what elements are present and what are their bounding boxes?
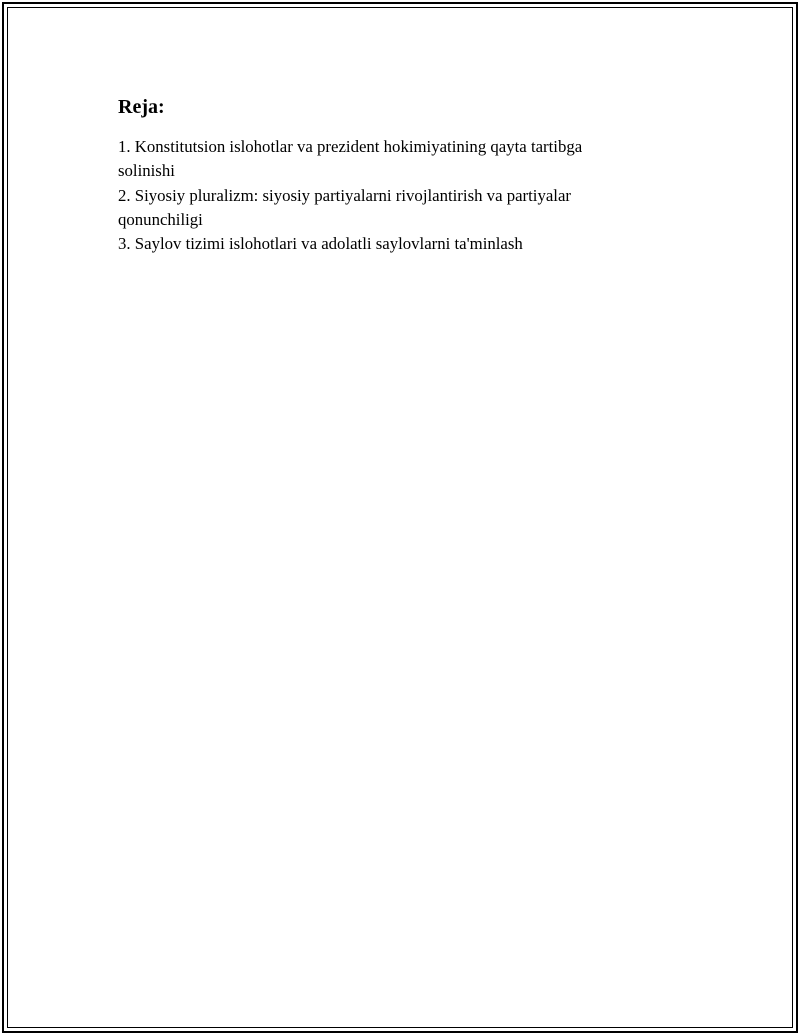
plan-list	[118, 135, 638, 256]
plan-item-3: 3. Saylov tizimi islohotlari va adolatli saylovlarni ta'minlash	[118, 234, 523, 254]
document-content	[118, 94, 638, 256]
plan-item-1: 1. Konstitutsion islohotlar va prezident hokimiyatining qayta tartibga solinishi	[118, 137, 583, 181]
plan-item-2: 2. Siyosiy pluralizm: siyosiy partiyalarni rivojlantirish va partiyalar qonunchiligi	[118, 185, 572, 229]
plan-heading: Reja:	[118, 96, 165, 118]
